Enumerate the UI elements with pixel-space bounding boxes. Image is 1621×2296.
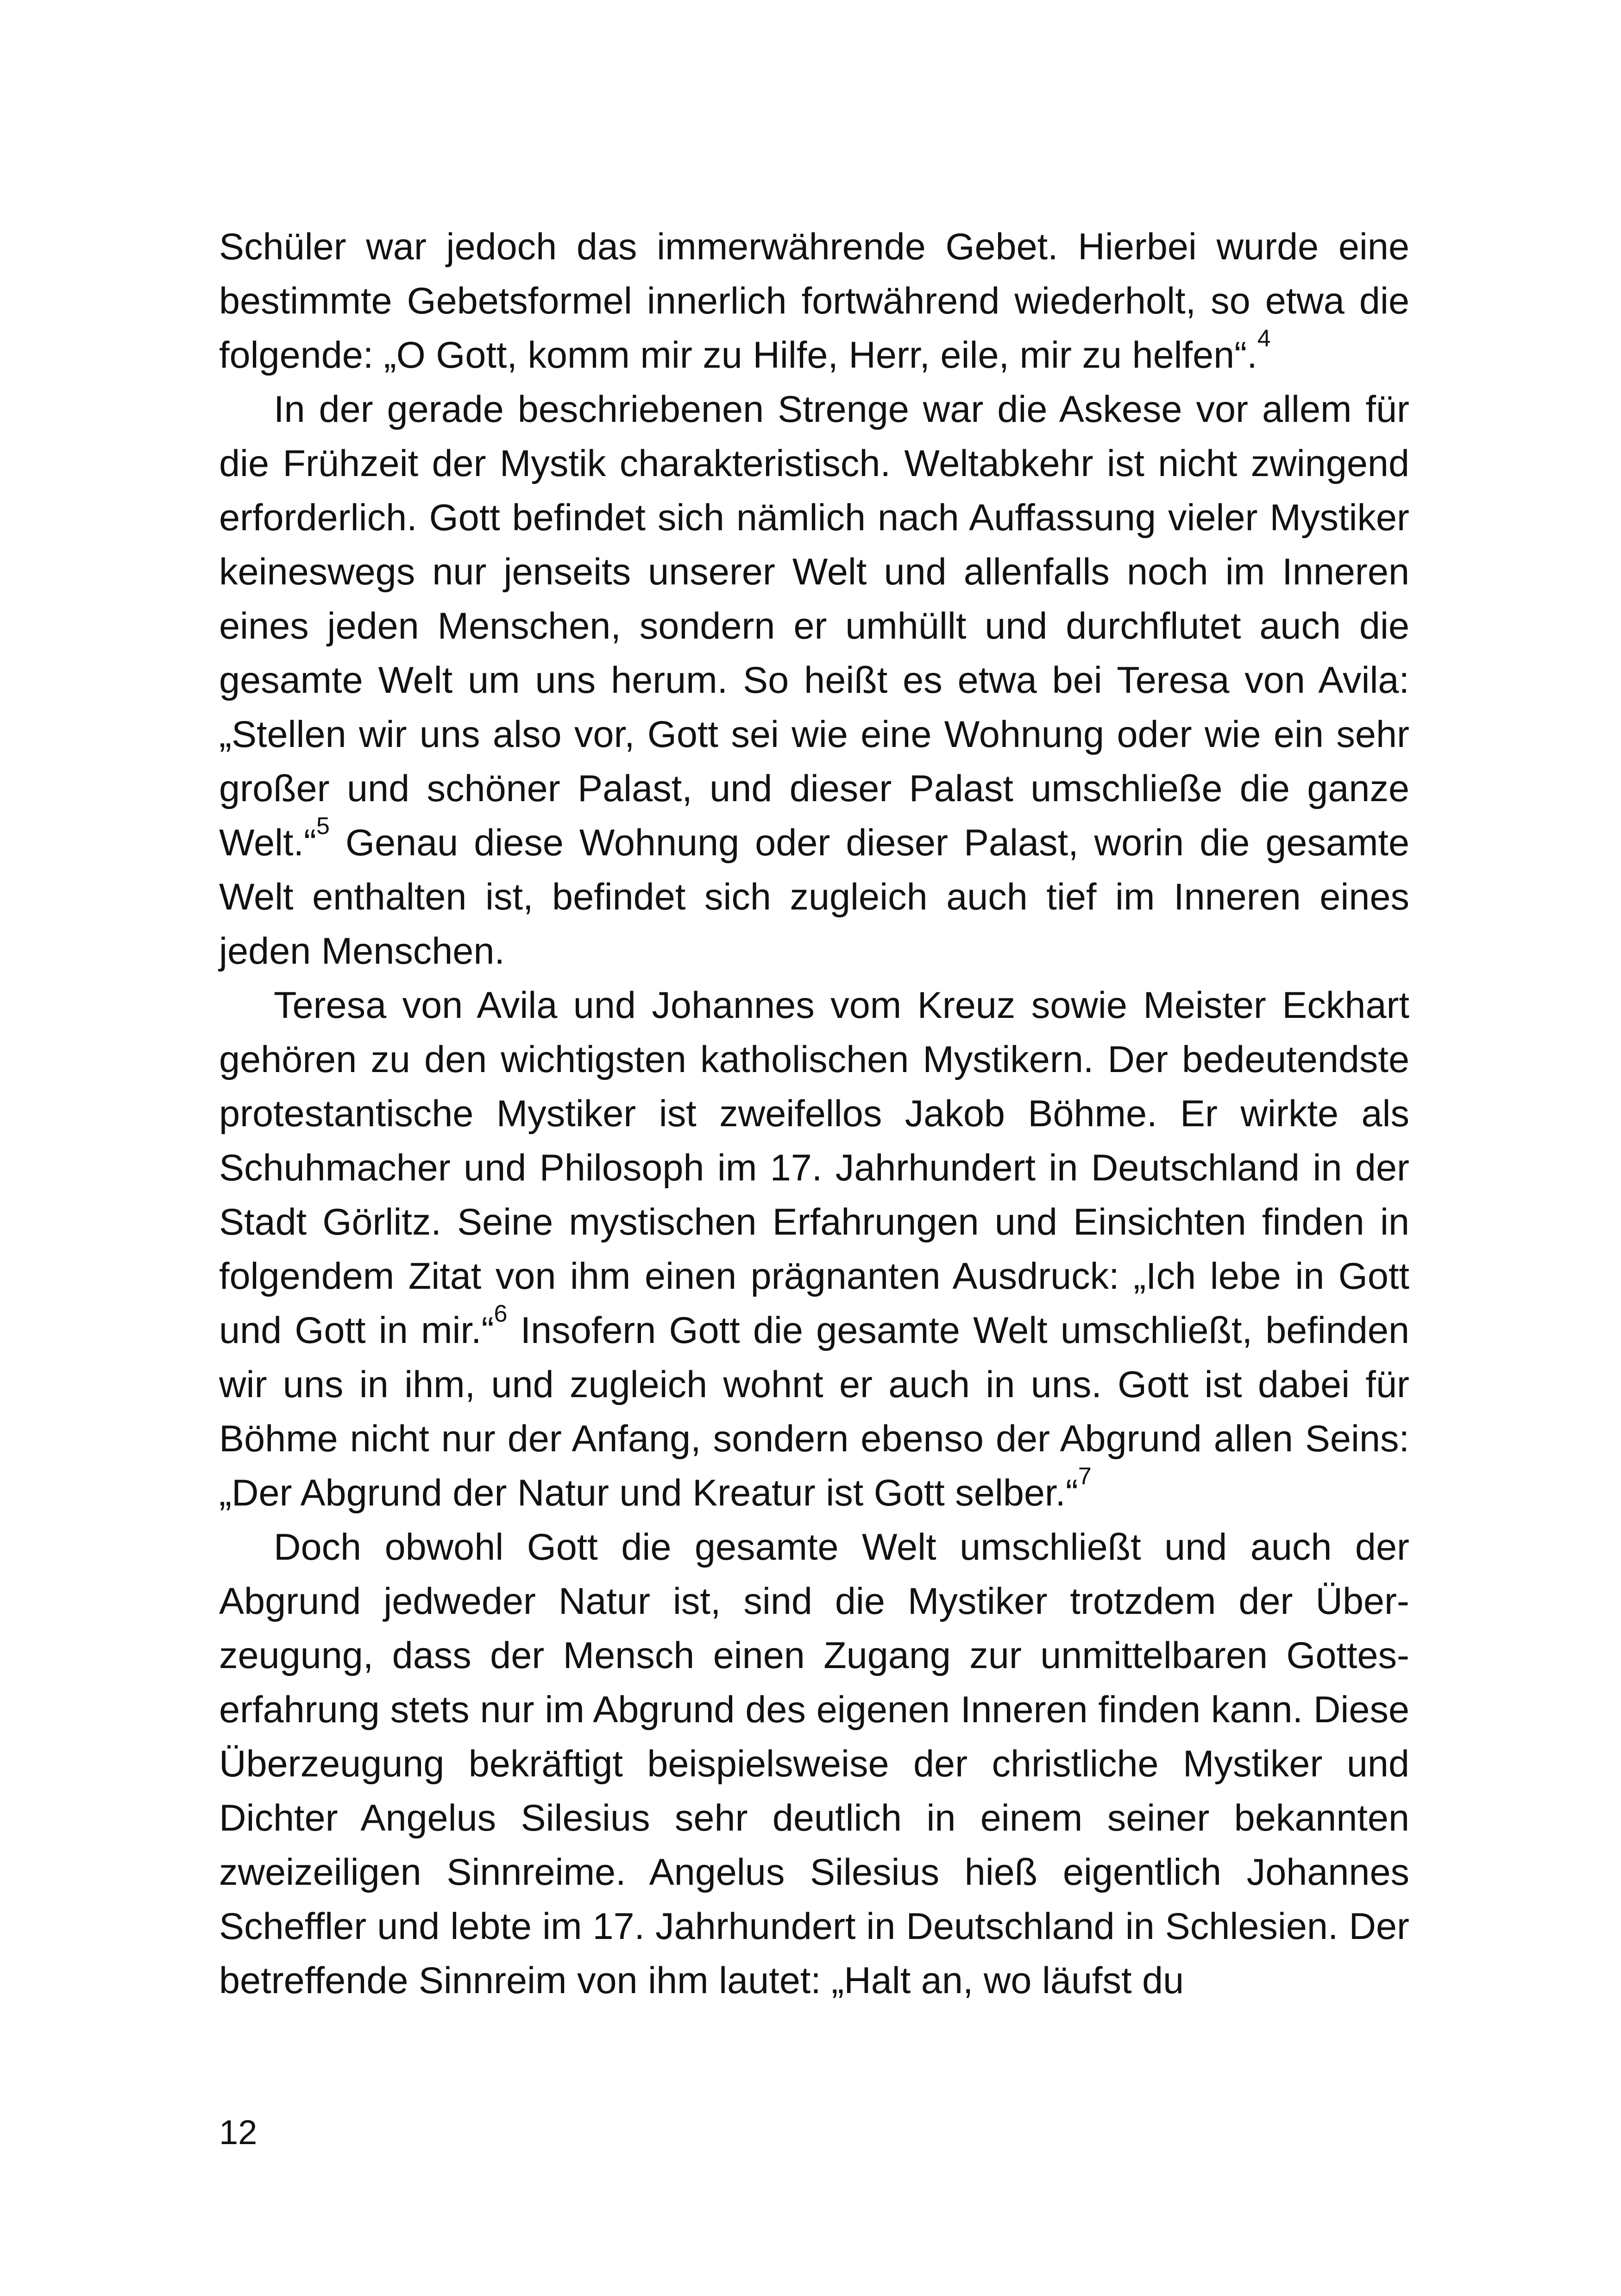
paragraph-text: Insofern Gott die gesamte Welt umschließt, befinden wir uns in ihm, und zugleich wohnt er auch in uns. Gott ist dabei für Böhme nicht nur der Anfang, sondern ebenso der Abgrund allen Seins: „Der Abgrund der Natur und Kreatur ist Gott selber.“ <box>219 1310 1409 1514</box>
footnote-marker: 6 <box>494 1300 508 1327</box>
paragraph-text: Doch obwohl Gott die gesamte Welt umschließt und auch der Abgrund jedweder Natur ist, sind die Mystiker trotzdem der Überzeugung, dass der Mensch einen Zugang zur unmittelbaren Gotteserfahrung stets nur im Abgrund des eigenen Inneren finden kann. Diese Überzeugung bekräftigt beispielsweise der christliche Mystiker und Dichter Angelus Silesius sehr deutlich in einem seiner bekannten zweizeiligen Sinnreime. Angelus Silesius hieß eigentlich Johannes Scheffler und lebte im 17. Jahrhundert in Deutschland in Schlesien. Der betreffende Sinnreim von ihm lautet: „Halt an, wo läufst du <box>219 1526 1409 2001</box>
footnote-marker: 7 <box>1078 1463 1092 1490</box>
paragraph-text: Genau diese Wohnung oder dieser Palast, worin die gesamte Welt enthalten ist, befindet sich zugleich auch tief im Inneren eines jeden Menschen. <box>219 822 1409 972</box>
footnote-marker: 5 <box>316 813 330 840</box>
footnote-marker: 4 <box>1257 325 1271 352</box>
paragraph <box>219 220 1409 383</box>
paragraph <box>219 383 1409 979</box>
paragraph-text: Schüler war jedoch das immerwährende Gebet. Hierbei wurde eine bestimmte Gebetsformel innerlich fortwährend wiederholt, so etwa die folgende: „O Gott, komm mir zu Hilfe, Herr, eile, mir zu helfen“. <box>219 226 1409 376</box>
body-text <box>219 220 1409 2008</box>
paragraph <box>219 979 1409 1520</box>
paragraph-text: Teresa von Avila und Johannes vom Kreuz sowie Meister Eckhart gehören zu den wichtigsten katholischen Mystikern. Der bedeutendste protestantische Mystiker ist zweifellos Jakob Böhme. Er wirkte als Schuhmacher und Philosoph im 17. Jahrhundert in Deutschland in der Stadt Görlitz. Seine mystischen Erfahrungen und Einsichten finden in folgendem Zitat von ihm einen prägnanten Ausdruck: „Ich lebe in Gott und Gott in mir.“ <box>219 985 1409 1351</box>
page-number: 12 <box>219 2113 258 2152</box>
paragraph <box>219 1520 1409 2008</box>
paragraph-text: In der gerade beschriebenen Strenge war die Askese vor allem für die Frühzeit der Mystik charakteristisch. Weltabkehr ist nicht zwingend erforderlich. Gott befindet sich nämlich nach Auffassung vieler Mystiker keineswegs nur jenseits unserer Welt und allenfalls noch im Inneren eines jeden Menschen, sondern er umhüllt und durchflutet auch die gesamte Welt um uns herum. So heißt es etwa bei Teresa von Avila: „Stellen wir uns also vor, Gott sei wie eine Wohnung oder wie ein sehr großer und schöner Palast, und dieser Palast umschließe die ganze Welt.“ <box>219 389 1409 864</box>
